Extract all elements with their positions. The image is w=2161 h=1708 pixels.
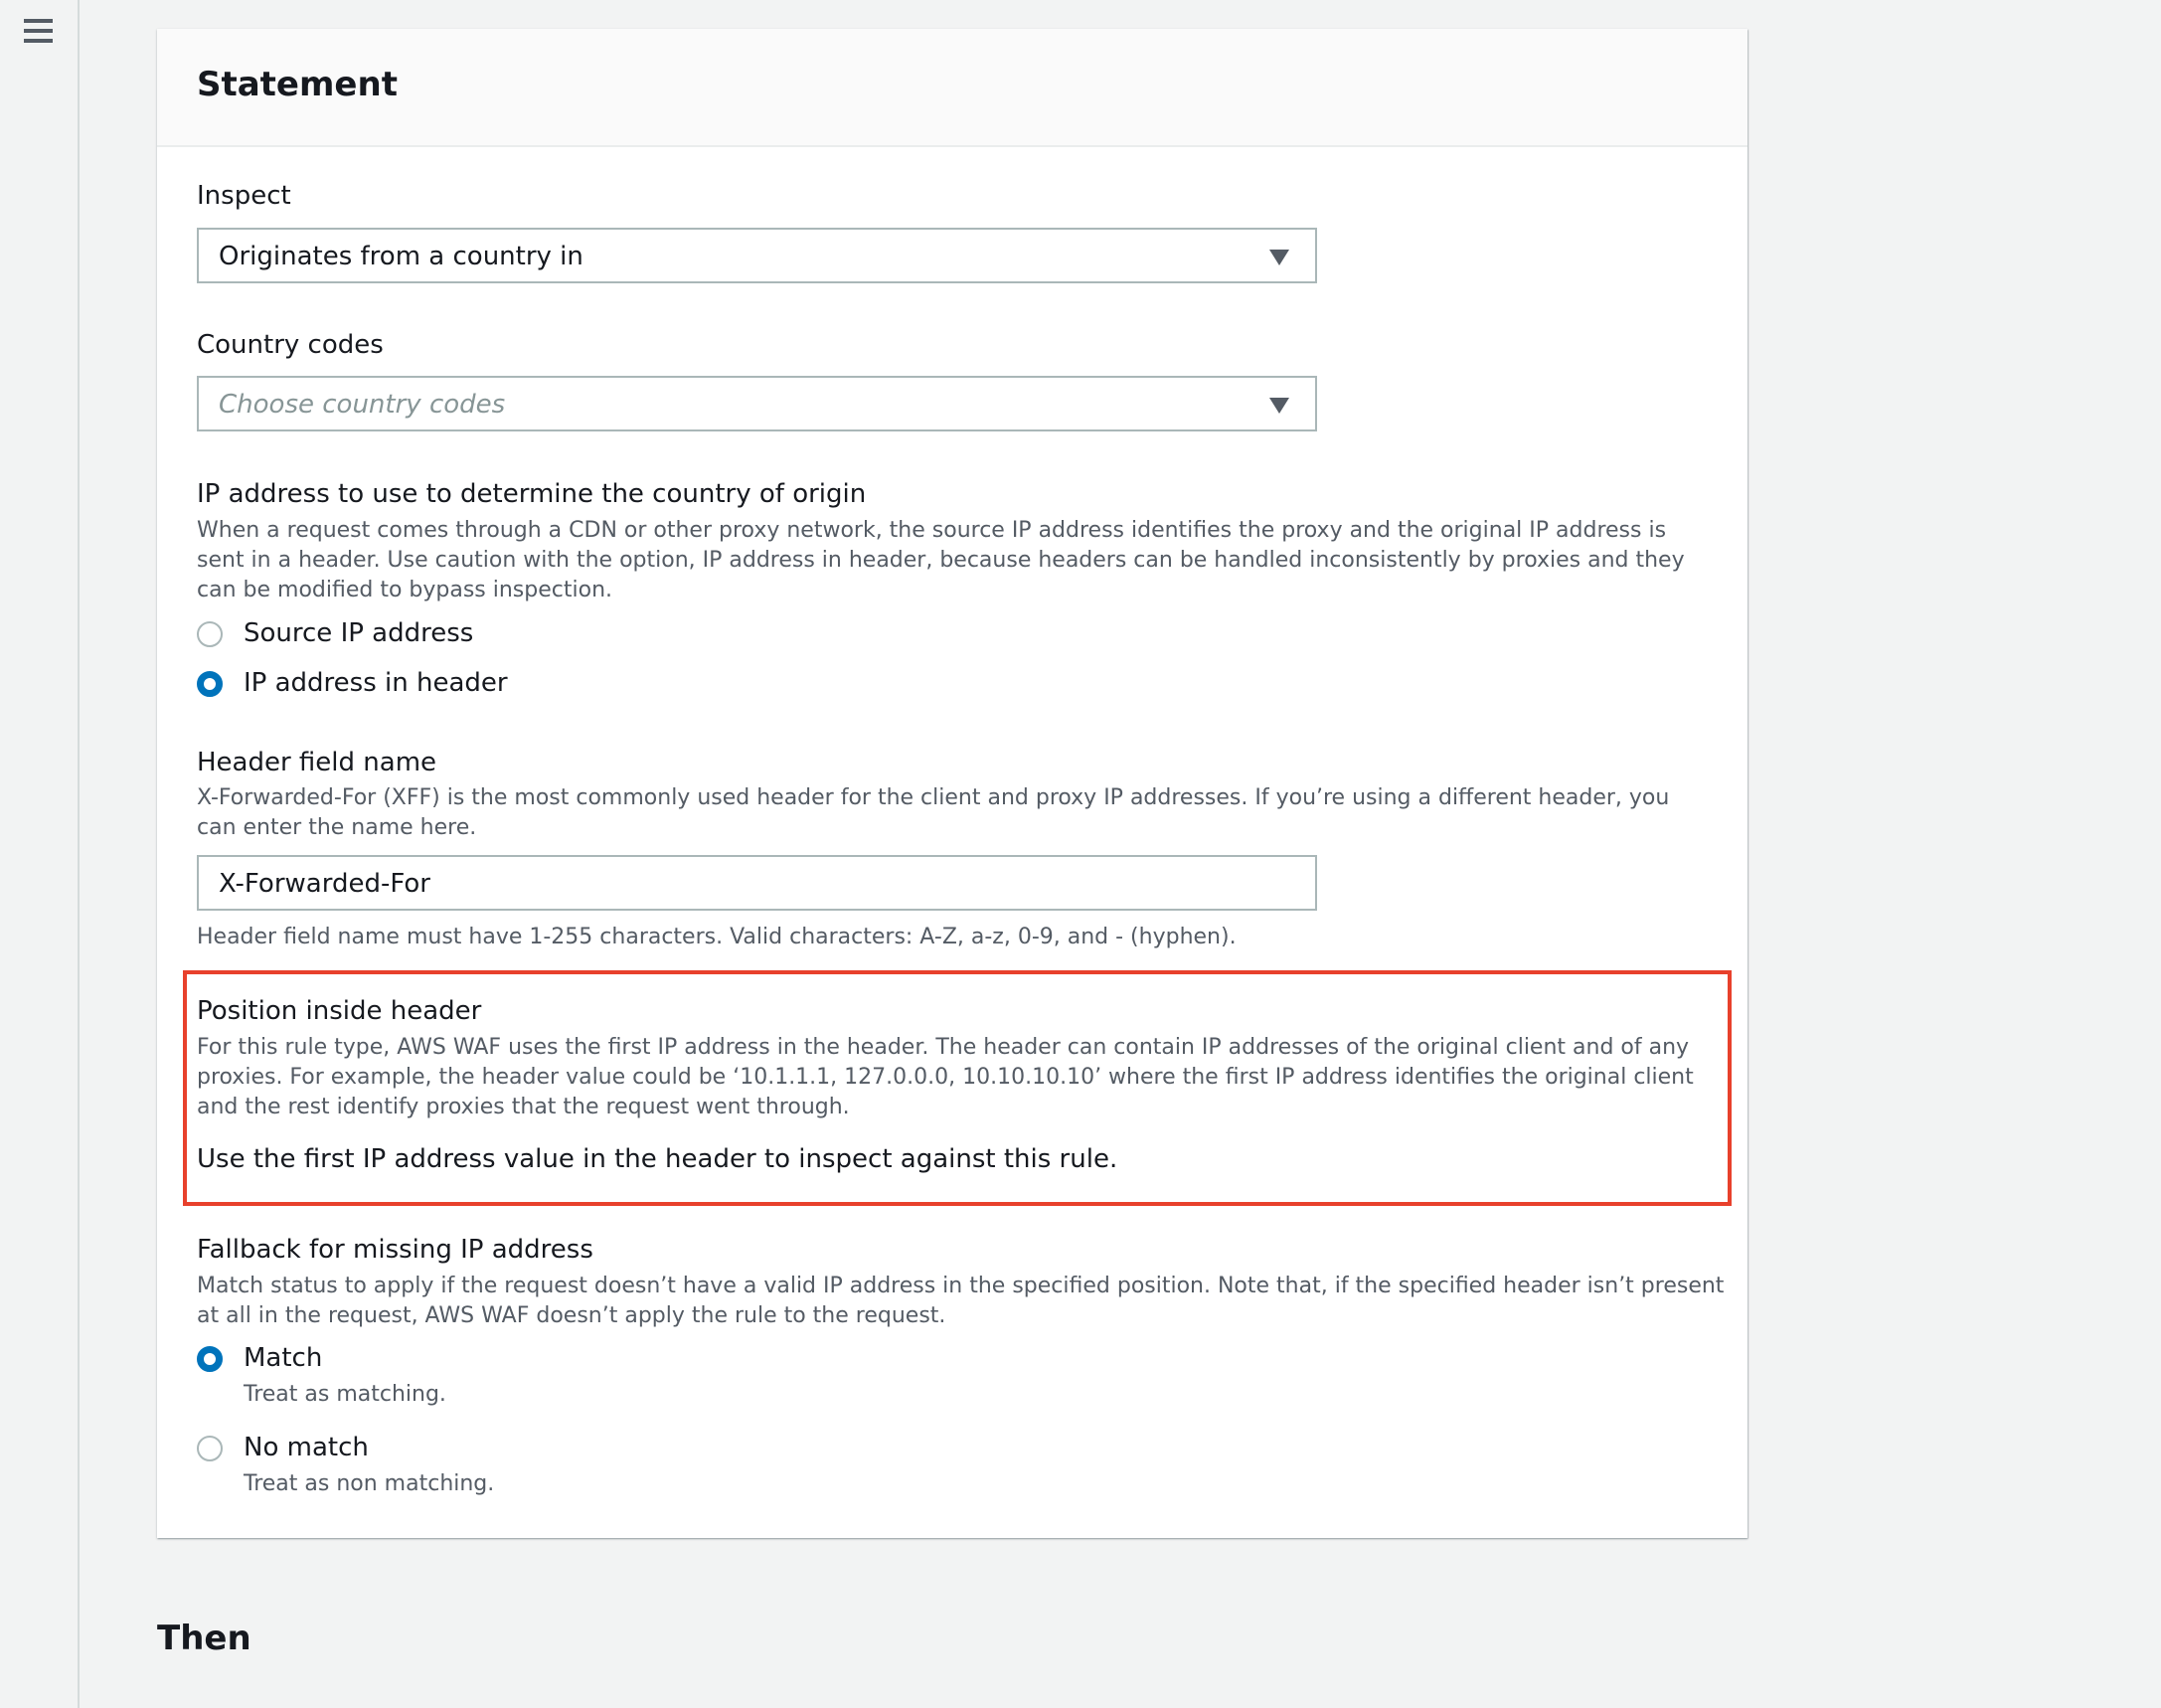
highlight-box — [183, 970, 1732, 1206]
caret-down-icon — [1269, 398, 1289, 414]
header-field-value: X-Forwarded-For — [219, 869, 430, 899]
radio-source-ip[interactable] — [197, 621, 223, 647]
inspect-select[interactable] — [197, 228, 1317, 283]
ip-source-heading: IP address to use to determine the country of origin — [197, 479, 867, 509]
radio-no-match-label[interactable]: No match — [244, 1433, 369, 1462]
statement-header — [157, 29, 1747, 147]
country-codes-select[interactable] — [197, 376, 1317, 431]
hamburger-menu-icon[interactable] — [24, 19, 53, 44]
ip-source-description: When a request comes through a CDN or other proxy network, the source IP address identifies the proxy and the original IP address is sent in a header. Use caution with the option, IP address in header, because headers can be handled inconsistently by proxies and they can be modified to bypass inspection. — [197, 518, 1685, 602]
fallback-description: Match status to apply if the request doesn’t have a valid IP address in the specified position. Note that, if the specified header isn’t present at all in the request, AWS WAF doesn’t apply the rule to the request. — [197, 1274, 1725, 1328]
statement-title: Statement — [197, 65, 398, 104]
radio-no-match-sub: Treat as non matching. — [244, 1471, 495, 1496]
caret-down-icon — [1269, 250, 1289, 265]
sidebar — [0, 0, 80, 1708]
header-field-label: Header field name — [197, 748, 437, 777]
radio-no-match[interactable] — [197, 1436, 223, 1461]
inspect-label: Inspect — [197, 181, 291, 211]
radio-source-ip-label[interactable]: Source IP address — [244, 618, 474, 648]
header-field-constraint: Header field name must have 1-255 characters. Valid characters: A-Z, a-z, 0-9, and - (hyphen). — [197, 925, 1237, 949]
radio-ip-in-header-label[interactable]: IP address in header — [244, 668, 508, 698]
inspect-select-value: Originates from a country in — [219, 242, 583, 271]
country-codes-placeholder: Choose country codes — [219, 390, 506, 420]
statement-panel — [157, 29, 1747, 1538]
fallback-heading: Fallback for missing IP address — [197, 1235, 593, 1265]
position-description: For this rule type, AWS WAF uses the first IP address in the header. The header can contain IP addresses of the original client and of any proxies. For example, the header value could be ‘10.1.1.1, 127.0.0.0, 10.10.10.10’ where the first IP address identifies the original client and the rest identify proxies that the request went through. — [197, 1035, 1694, 1119]
position-heading: Position inside header — [197, 996, 482, 1026]
header-field-description: X-Forwarded-For (XFF) is the most commonly used header for the client and proxy IP addresses. If you’re using a different header, you can enter the name here. — [197, 785, 1670, 840]
radio-match-sub: Treat as matching. — [244, 1382, 446, 1407]
radio-match[interactable] — [197, 1346, 223, 1372]
position-note: Use the first IP address value in the header to inspect against this rule. — [197, 1144, 1118, 1174]
then-heading: Then — [157, 1619, 251, 1658]
header-field-input[interactable] — [197, 855, 1317, 911]
country-codes-label: Country codes — [197, 330, 384, 360]
radio-ip-in-header[interactable] — [197, 671, 223, 697]
radio-match-label[interactable]: Match — [244, 1343, 323, 1373]
